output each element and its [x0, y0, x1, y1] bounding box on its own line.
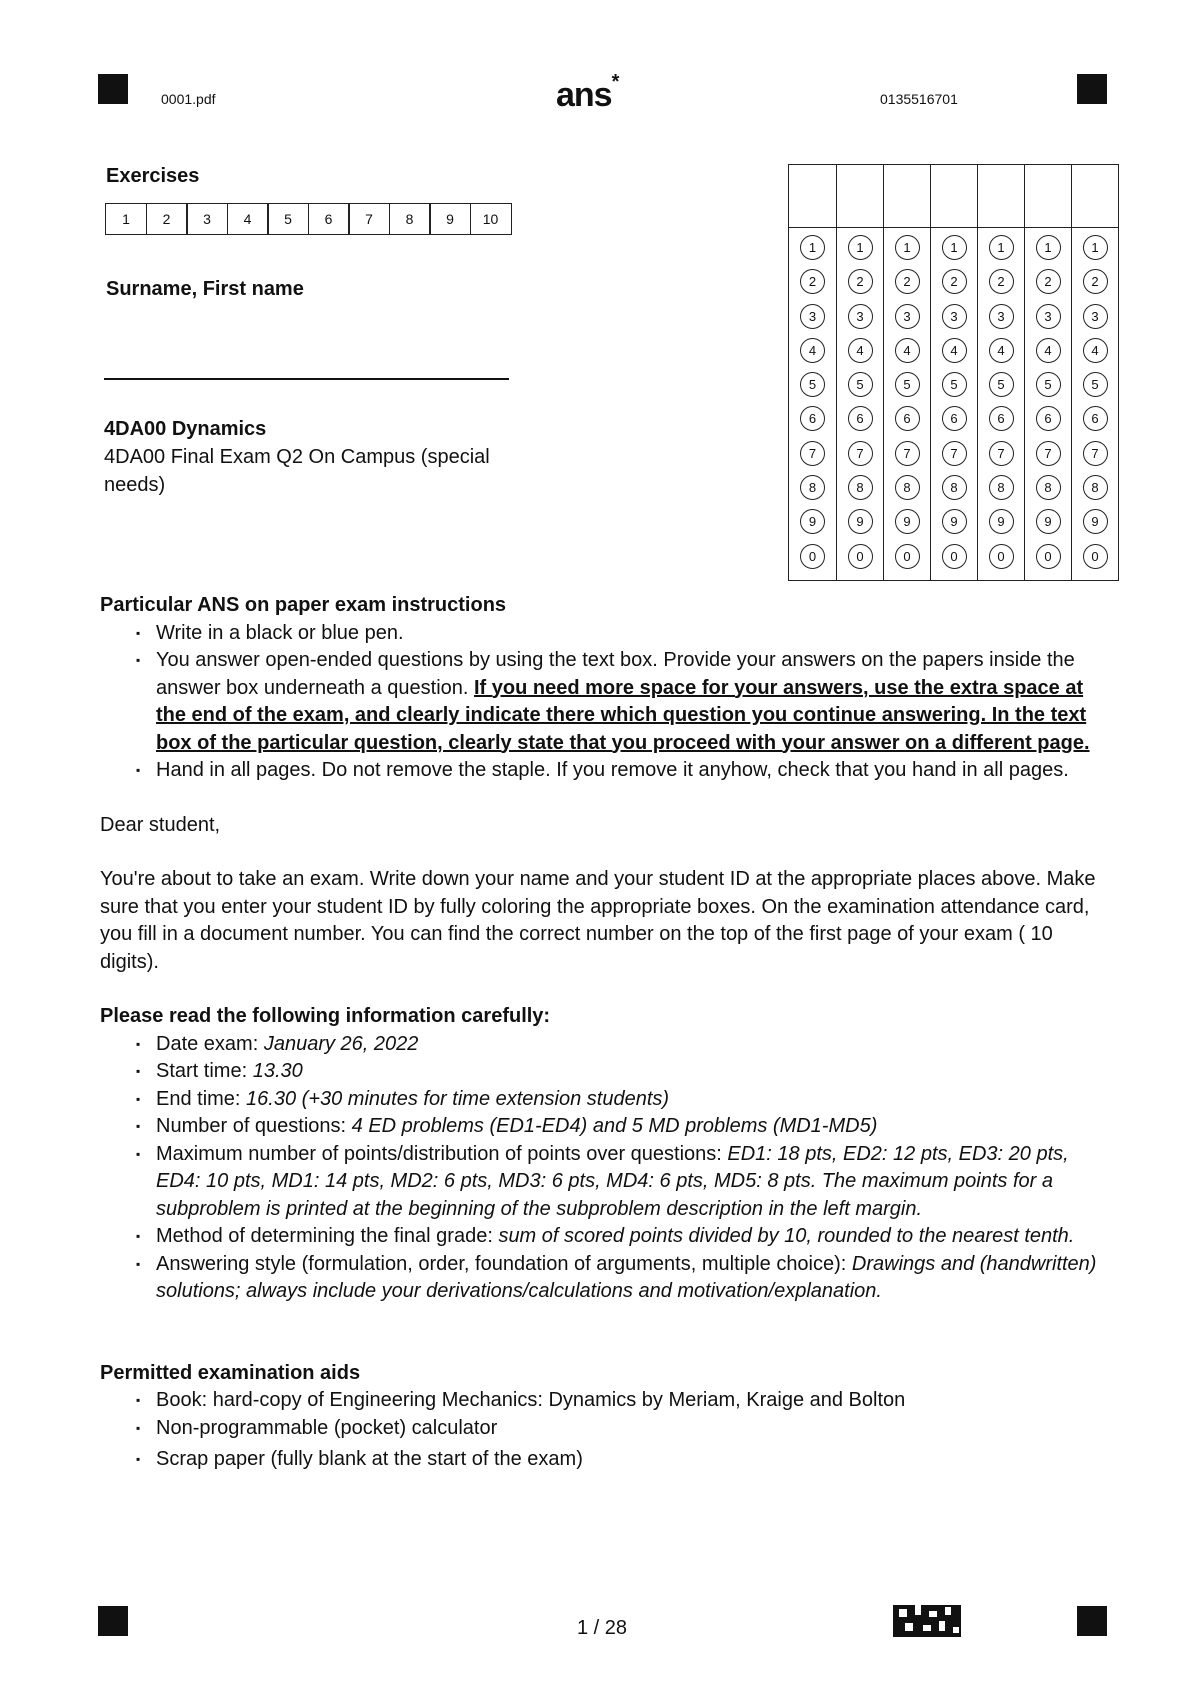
exercise-box[interactable]: 6: [308, 203, 350, 235]
id-digit-write-box[interactable]: [1025, 165, 1071, 228]
id-bubble[interactable]: 0: [1083, 544, 1108, 569]
id-bubble-stack: [884, 228, 930, 580]
id-bubble[interactable]: 4: [800, 338, 825, 363]
exam-instructions-body: [100, 592, 1110, 1474]
instruction-text: You answer open-ended questions by using the text box. Provide your answers on the papers inside the answer box underneath a question.: [156, 649, 1075, 699]
list-item: [100, 1086, 1110, 1114]
info-label: Date exam:: [156, 1032, 264, 1055]
exercise-box[interactable]: 10: [470, 203, 512, 235]
info-label: Start time:: [156, 1060, 253, 1082]
id-bubble[interactable]: 7: [895, 441, 920, 466]
name-line[interactable]: [104, 378, 509, 380]
exercise-box[interactable]: 8: [389, 203, 431, 235]
id-bubble[interactable]: 8: [1036, 475, 1061, 500]
id-bubble[interactable]: 8: [989, 475, 1014, 500]
id-bubble[interactable]: 2: [1036, 269, 1061, 294]
list-item: [100, 757, 1110, 785]
id-digit-column: [977, 165, 1024, 580]
id-digit-write-box[interactable]: [884, 165, 930, 228]
id-bubble[interactable]: 0: [848, 544, 873, 569]
id-bubble[interactable]: 5: [895, 372, 920, 397]
exercise-box[interactable]: 4: [227, 203, 269, 235]
exercise-box[interactable]: 3: [186, 203, 228, 235]
letter-body: You're about to take an exam. Write down your name and your student ID at the appropriate places above. Make sure that you enter your student ID by fully coloring the appropriate boxes. On the examination attendance card, you fill in a document number. You can find the correct number on the top of the first page of your exam ( 10 digits).: [100, 868, 1096, 973]
id-bubble[interactable]: 2: [848, 269, 873, 294]
id-bubble[interactable]: 5: [989, 372, 1014, 397]
id-bubble[interactable]: 6: [895, 406, 920, 431]
list-item: [100, 1058, 1110, 1086]
info-heading: Please read the following information carefully:: [100, 1005, 551, 1027]
info-value: 4 ED problems (ED1-ED4) and 5 MD problems (MD1-MD5): [351, 1115, 878, 1137]
id-bubble[interactable]: 5: [1036, 372, 1061, 397]
id-digit-write-box[interactable]: [837, 165, 883, 228]
list-item: [100, 1031, 1110, 1059]
id-bubble[interactable]: 8: [1083, 475, 1108, 500]
surname-label: Surname, First name: [106, 278, 304, 300]
id-bubble[interactable]: 7: [1036, 441, 1061, 466]
exercise-box[interactable]: 1: [105, 203, 147, 235]
list-item: [100, 1251, 1110, 1306]
exercises-label: Exercises: [106, 165, 200, 187]
id-bubble[interactable]: 9: [848, 509, 873, 534]
exercise-box[interactable]: 7: [348, 203, 390, 235]
course-title: 4DA00 Dynamics: [104, 418, 267, 440]
exercise-box[interactable]: 5: [267, 203, 309, 235]
exercise-box[interactable]: 9: [429, 203, 471, 235]
ans-logo: [556, 70, 619, 115]
id-bubble[interactable]: 9: [1036, 509, 1061, 534]
id-bubble[interactable]: 6: [1083, 406, 1108, 431]
id-bubble[interactable]: 7: [1083, 441, 1108, 466]
info-label: Answering style (formulation, order, foundation of arguments, multiple choice):: [156, 1252, 852, 1275]
id-bubble[interactable]: 9: [989, 509, 1014, 534]
id-bubble[interactable]: 3: [895, 304, 920, 329]
aids-list: [100, 1387, 1110, 1474]
id-digit-column: [1071, 165, 1118, 580]
id-digit-write-box[interactable]: [931, 165, 977, 228]
list-item: [100, 1223, 1110, 1251]
id-bubble[interactable]: 5: [848, 372, 873, 397]
instructions-heading: Particular ANS on paper exam instructions: [100, 594, 507, 616]
id-bubble[interactable]: 5: [942, 372, 967, 397]
info-label: Method of determining the final grade:: [156, 1225, 499, 1247]
id-bubble-stack: [1025, 228, 1071, 580]
id-bubble[interactable]: 4: [895, 338, 920, 363]
instruction-text: Write in a black or blue pen.: [156, 621, 404, 644]
aid-text: Book: hard-copy of Engineering Mechanics: Dynamics by Meriam, Kraige and Bolton: [156, 1389, 906, 1411]
id-digit-write-box[interactable]: [1072, 165, 1118, 228]
file-name: 0001.pdf: [161, 91, 216, 107]
id-digit-column: [789, 165, 836, 580]
id-bubble[interactable]: 2: [895, 269, 920, 294]
id-bubble[interactable]: 1: [1036, 235, 1061, 260]
id-bubble[interactable]: 5: [1083, 372, 1108, 397]
id-bubble[interactable]: 2: [942, 269, 967, 294]
id-bubble[interactable]: 7: [800, 441, 825, 466]
id-bubble[interactable]: 3: [989, 304, 1014, 329]
info-value: Drawings and (handwritten) solutions; always include your derivations/calculations and motivation/explanation.: [156, 1252, 1097, 1302]
instructions-list: [100, 620, 1110, 785]
id-bubble[interactable]: 4: [848, 338, 873, 363]
id-digit-column: [1024, 165, 1071, 580]
page-indicator: 1 / 28: [577, 1617, 628, 1639]
info-list: [100, 1031, 1110, 1306]
id-bubble[interactable]: 9: [1083, 509, 1108, 534]
id-bubble[interactable]: 8: [895, 475, 920, 500]
id-bubble[interactable]: 6: [989, 406, 1014, 431]
exercise-boxes: [105, 203, 512, 235]
list-item: [100, 1446, 1110, 1474]
id-bubble[interactable]: 9: [895, 509, 920, 534]
instruction-emphasis: If you need more space for your answers, use the extra space at the end of the exam, and clearly indicate there which question you continue answering. In the text box of the particular question, clearly state that you proceed with your answer on a different page.: [156, 676, 1090, 754]
course-info: [104, 415, 524, 499]
info-value: January 26, 2022: [263, 1032, 419, 1055]
id-bubble[interactable]: 1: [1083, 235, 1108, 260]
registration-marker-top-left: [98, 74, 128, 104]
list-item: [100, 620, 1110, 648]
list-item: [100, 1113, 1110, 1141]
list-item: [100, 1387, 1110, 1415]
id-bubble[interactable]: 1: [800, 235, 825, 260]
barcode-mark: [893, 1605, 961, 1637]
id-bubble[interactable]: 0: [989, 544, 1014, 569]
info-label: Maximum number of points/distribution of points over questions:: [156, 1142, 728, 1165]
info-label: Number of questions:: [156, 1115, 352, 1137]
id-bubble[interactable]: 8: [942, 475, 967, 500]
id-bubble[interactable]: 5: [800, 372, 825, 397]
instruction-text: Hand in all pages. Do not remove the staple. If you remove it anyhow, check that you hand in all pages.: [156, 759, 1069, 781]
id-bubble[interactable]: 4: [942, 338, 967, 363]
id-bubble[interactable]: 7: [989, 441, 1014, 466]
exam-title: 4DA00 Final Exam Q2 On Campus (special needs): [104, 446, 490, 496]
id-bubble[interactable]: 1: [895, 235, 920, 260]
id-bubble[interactable]: 8: [800, 475, 825, 500]
greeting: Dear student,: [100, 813, 221, 836]
id-bubble[interactable]: 0: [942, 544, 967, 569]
id-bubble[interactable]: 3: [1036, 304, 1061, 329]
id-bubble[interactable]: 4: [989, 338, 1014, 363]
id-bubble[interactable]: 3: [942, 304, 967, 329]
id-digit-column: [930, 165, 977, 580]
info-value: 16.30 (+30 minutes for time extension students): [246, 1087, 670, 1110]
id-bubble[interactable]: 6: [942, 406, 967, 431]
id-digit-column: [883, 165, 930, 580]
id-bubble[interactable]: 4: [1083, 338, 1108, 363]
id-bubble[interactable]: 0: [800, 544, 825, 569]
id-digit-write-box[interactable]: [978, 165, 1024, 228]
id-bubble[interactable]: 0: [1036, 544, 1061, 569]
id-bubble[interactable]: 8: [848, 475, 873, 500]
id-bubble-stack: [837, 228, 883, 580]
exercise-box[interactable]: 2: [146, 203, 188, 235]
document-number: 0135516701: [880, 91, 958, 107]
id-bubble[interactable]: 2: [989, 269, 1014, 294]
id-bubble[interactable]: 3: [800, 304, 825, 329]
info-value: 13.30: [252, 1060, 303, 1082]
id-bubble[interactable]: 7: [848, 441, 873, 466]
aids-heading: Permitted examination aids: [100, 1361, 361, 1384]
info-value: sum of scored points divided by 10, rounded to the nearest tenth.: [498, 1225, 1075, 1247]
student-id-grid: [788, 164, 1119, 581]
id-bubble[interactable]: 6: [800, 406, 825, 431]
id-bubble[interactable]: 6: [1036, 406, 1061, 431]
logo-text: ans: [556, 76, 612, 114]
list-item: [100, 1141, 1110, 1224]
id-bubble-stack: [789, 228, 836, 580]
id-bubble[interactable]: 1: [848, 235, 873, 260]
info-label: End time:: [156, 1087, 247, 1110]
info-value: ED1: 18 pts, ED2: 12 pts, ED3: 20 pts, ED4: 10 pts, MD1: 14 pts, MD2: 6 pts, MD3: 6 pts, MD4: 6 pts, MD5: 8 pts. The maximum points for a subproblem is printed at the beginning of the subproblem description in the left margin.: [156, 1142, 1069, 1220]
id-bubble[interactable]: 3: [848, 304, 873, 329]
list-item: [100, 1415, 1110, 1443]
id-digit-write-box[interactable]: [789, 165, 836, 228]
id-bubble[interactable]: 3: [1083, 304, 1108, 329]
id-bubble[interactable]: 7: [942, 441, 967, 466]
id-bubble[interactable]: 1: [942, 235, 967, 260]
id-bubble[interactable]: 2: [800, 269, 825, 294]
list-item: [100, 647, 1110, 757]
logo-mark: *: [611, 70, 619, 93]
id-bubble[interactable]: 0: [895, 544, 920, 569]
registration-marker-bottom-left: [98, 1606, 128, 1636]
id-bubble-stack: [931, 228, 977, 580]
registration-marker-bottom-right: [1077, 1606, 1107, 1636]
id-bubble[interactable]: 9: [942, 509, 967, 534]
id-bubble-stack: [978, 228, 1024, 580]
id-bubble[interactable]: 4: [1036, 338, 1061, 363]
id-bubble[interactable]: 2: [1083, 269, 1108, 294]
registration-marker-top-right: [1077, 74, 1107, 104]
id-bubble[interactable]: 1: [989, 235, 1014, 260]
id-bubble[interactable]: 9: [800, 509, 825, 534]
id-digit-column: [836, 165, 883, 580]
id-bubble-stack: [1072, 228, 1118, 580]
id-bubble[interactable]: 6: [848, 406, 873, 431]
aid-text: Scrap paper (fully blank at the start of the exam): [156, 1448, 583, 1470]
aid-text: Non-programmable (pocket) calculator: [156, 1416, 498, 1439]
